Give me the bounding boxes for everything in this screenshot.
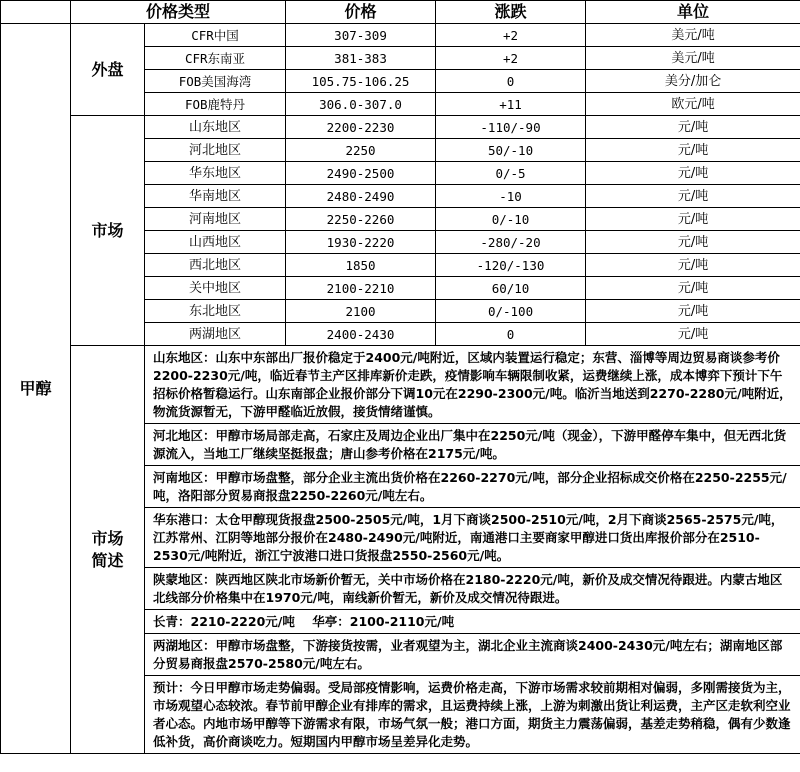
item-name: 河南地区 — [145, 208, 286, 231]
item-name: FOB美国海湾 — [145, 70, 286, 93]
item-name: 东北地区 — [145, 300, 286, 323]
summary-hebei: 河北地区：甲醇市场局部走高，石家庄及周边企业出厂集中在2250元/吨（现金），下游甲醛停车集中，但无西北货源流入，当地工厂继续坚挺报盘；唐山参考价格在2175元/吨。 — [145, 424, 800, 466]
item-unit: 元/吨 — [586, 116, 800, 139]
summary-hunan-hubei: 两湖地区：甲醇市场盘整，下游接货按需，业者观望为主，湖北企业主流商谈2400-2430元/吨左右；湖南地区部分贸易商报盘2570-2580元/吨左右。 — [145, 634, 800, 676]
item-price: 306.0-307.0 — [286, 93, 436, 116]
header-row — [1, 1, 800, 24]
item-price: 307-309 — [286, 24, 436, 47]
item-unit: 欧元/吨 — [586, 93, 800, 116]
item-unit: 美分/加仑 — [586, 70, 800, 93]
group-external: 外盘 — [71, 24, 145, 116]
item-change: -120/-130 — [436, 254, 586, 277]
item-name: CFR东南亚 — [145, 47, 286, 70]
group-summary — [71, 346, 145, 754]
item-unit: 元/吨 — [586, 277, 800, 300]
header-change: 涨跌 — [436, 1, 586, 24]
table-row — [1, 24, 800, 47]
item-name: 两湖地区 — [145, 323, 286, 346]
item-name: 华东地区 — [145, 162, 286, 185]
item-change: 0 — [436, 70, 586, 93]
item-price: 2100 — [286, 300, 436, 323]
header-empty — [1, 1, 71, 24]
item-change: 0/-100 — [436, 300, 586, 323]
item-name: 河北地区 — [145, 139, 286, 162]
item-price: 381-383 — [286, 47, 436, 70]
item-change: +11 — [436, 93, 586, 116]
item-price: 2400-2430 — [286, 323, 436, 346]
table-row — [1, 116, 800, 139]
header-unit: 单位 — [586, 1, 800, 24]
summary-shandong: 山东地区：山东中东部出厂报价稳定于2400元/吨附近，区域内装置运行稳定；东营、淄博等周边贸易商谈参考价2200-2230元/吨，临近春节主产区排库新价走跌，疫情影响车辆限制收紧，运费继续上涨，成本博弈下预计下午招标价格暂稳运行。山东南部企业报价部分下调10元在2290-2300元/吨。临沂当地送到2270-2280元/吨附近，物流货源暂无，下游甲醛临近放假，接货情绪谨慎。 — [145, 346, 800, 424]
summary-row — [1, 346, 800, 424]
item-unit: 元/吨 — [586, 208, 800, 231]
item-price: 2200-2230 — [286, 116, 436, 139]
item-change: 50/-10 — [436, 139, 586, 162]
summary-label-1: 市场 — [91, 528, 124, 548]
item-name: CFR中国 — [145, 24, 286, 47]
item-name: FOB鹿特丹 — [145, 93, 286, 116]
summary-henan: 河南地区：甲醇市场盘整，部分企业主流出货价格在2260-2270元/吨，部分企业招标成交价格在2250-2255元/吨，洛阳部分贸易商报盘2250-2260元/吨左右。 — [145, 466, 800, 508]
item-change: +2 — [436, 47, 586, 70]
item-change: 0/-10 — [436, 208, 586, 231]
group-market: 市场 — [71, 116, 145, 346]
header-price: 价格 — [286, 1, 436, 24]
item-unit: 美元/吨 — [586, 47, 800, 70]
item-name: 关中地区 — [145, 277, 286, 300]
item-unit: 美元/吨 — [586, 24, 800, 47]
item-name: 山西地区 — [145, 231, 286, 254]
item-price: 2250 — [286, 139, 436, 162]
item-price: 2490-2500 — [286, 162, 436, 185]
summary-east-china-port: 华东港口：太仓甲醇现货报盘2500-2505元/吨，1月下商谈2500-2510元/吨，2月下商谈2565-2575元/吨，江苏常州、江阴等地部分报价在2480-2490元/吨附近，南通港口主要商家甲醇进口货出库报价部分在2510-2530元/吨附近，浙江宁波港口进口货报盘2550-2560元/吨。 — [145, 508, 800, 568]
summary-label-2: 简述 — [91, 550, 124, 570]
item-price: 105.75-106.25 — [286, 70, 436, 93]
item-unit: 元/吨 — [586, 254, 800, 277]
item-name: 华南地区 — [145, 185, 286, 208]
item-name: 西北地区 — [145, 254, 286, 277]
item-change: -110/-90 — [436, 116, 586, 139]
item-price: 2100-2210 — [286, 277, 436, 300]
item-price: 2250-2260 — [286, 208, 436, 231]
summary-shaanxi-inner-mongolia: 陕蒙地区：陕西地区陕北市场新价暂无，关中市场价格在2180-2220元/吨，新价及成交情况待跟进。内蒙古地区北线部分价格集中在1970元/吨，南线新价暂无，新价及成交情况待跟进。 — [145, 568, 800, 610]
item-unit: 元/吨 — [586, 139, 800, 162]
item-unit: 元/吨 — [586, 231, 800, 254]
category-label: 甲醇 — [1, 24, 71, 754]
item-unit: 元/吨 — [586, 300, 800, 323]
summary-changqing-huating: 长青：2210-2220元/吨 华亭：2100-2110元/吨 — [145, 610, 800, 634]
item-unit: 元/吨 — [586, 323, 800, 346]
summary-forecast: 预计：今日甲醇市场走势偏弱。受局部疫情影响，运费价格走高，下游市场需求较前期相对偏弱，多刚需接货为主，市场观望心态较浓。春节前甲醇企业有排库的需求，且运费持续上涨，上游为刺激出货让利运费，主产区走软利空业者心态。内地市场甲醇等下游需求有限，市场气氛一般；港口方面，期货主力震荡偏弱，基差走势稍稳，偶有少数逢低补货，高价商谈吃力。短期国内甲醇市场呈差异化走势。 — [145, 676, 800, 754]
item-unit: 元/吨 — [586, 185, 800, 208]
header-type: 价格类型 — [71, 1, 286, 24]
item-change: -10 — [436, 185, 586, 208]
item-change: -280/-20 — [436, 231, 586, 254]
item-price: 1930-2220 — [286, 231, 436, 254]
item-change: 0 — [436, 323, 586, 346]
item-change: +2 — [436, 24, 586, 47]
item-change: 0/-5 — [436, 162, 586, 185]
item-change: 60/10 — [436, 277, 586, 300]
item-price: 2480-2490 — [286, 185, 436, 208]
item-unit: 元/吨 — [586, 162, 800, 185]
item-name: 山东地区 — [145, 116, 286, 139]
item-price: 1850 — [286, 254, 436, 277]
